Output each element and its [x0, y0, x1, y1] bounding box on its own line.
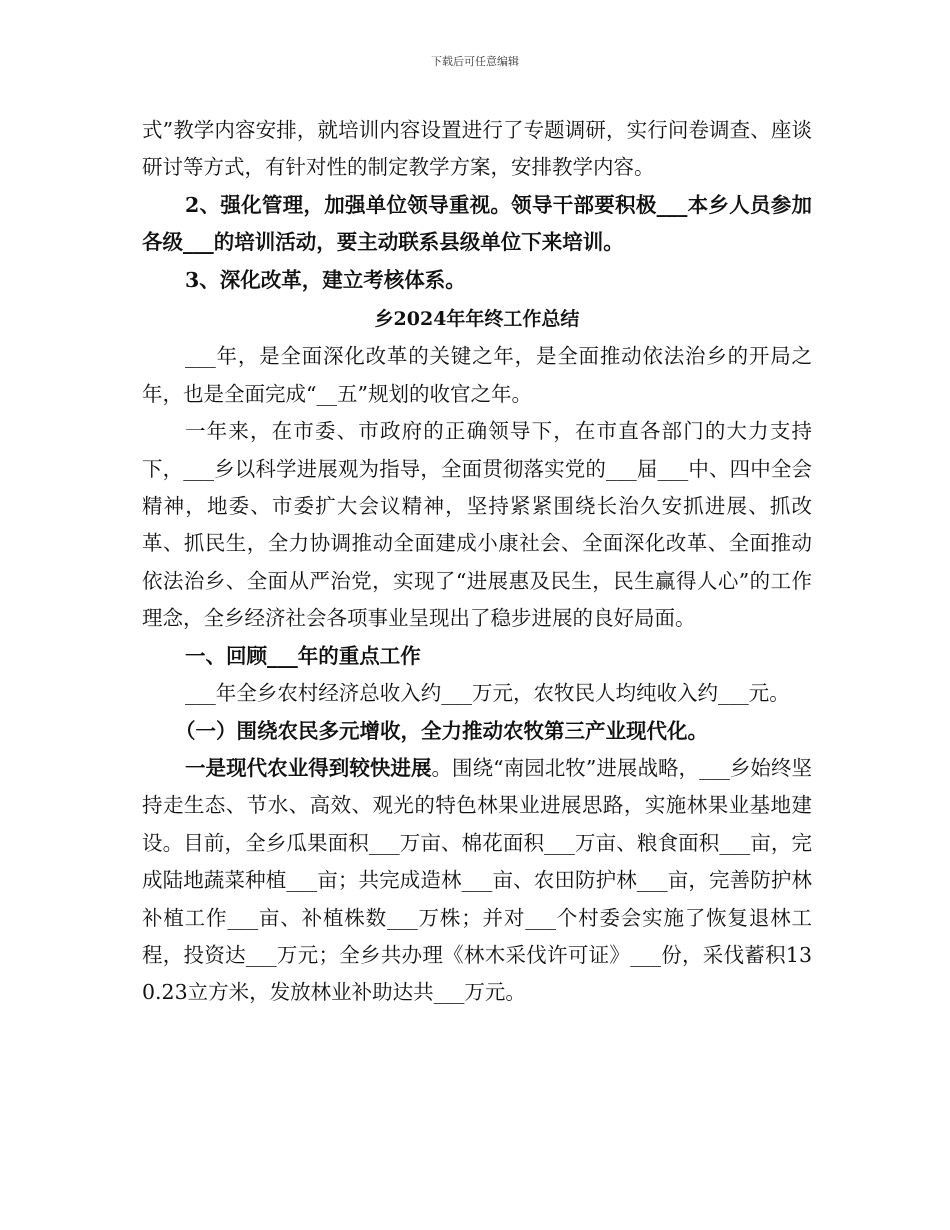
- paragraph-reform: 3、深化改革，建立考核体系。: [185, 267, 466, 292]
- subsection-heading-agriculture: （一）围绕农民多元增收，全力推动农牧第三产业现代化。: [175, 718, 708, 743]
- paragraph-teaching-content: 式”教学内容安排，就培训内容设置进行了专题调研，实行问卷调查、座谈研讨等方式，有针对性的制定教学方案，安排教学内容。: [142, 118, 812, 180]
- section-heading-review: 一、回顾___年的重点工作: [185, 643, 421, 668]
- paragraph-overview: 一年来，在市委、市政府的正确领导下，在市直各部门的大力支持下，___乡以科学进展观为指导，全面贯彻落实党的___届___中、四中全会精神，地委、市委扩大会议精神，坚持紧紧围绕长治久安抓进展、抓改革、抓民生，全力协调推动全面建成小康社会、全面深化改革、全面推动依法治乡、全面从严治党，实现了“进展惠及民生，民生赢得人心”的工作理念，全乡经济社会各项事业呈现出了稳步进展的良好局面。: [142, 419, 812, 631]
- document-body: [142, 112, 812, 1012]
- paragraph-income: ___年全乡农村经济总收入约___万元，农牧民人均纯收入约___元。: [185, 681, 790, 706]
- document-title: 乡2024年年终工作总结: [374, 308, 580, 331]
- paragraph-intro: ___年，是全面深化改革的关键之年，是全面推动依法治乡的开局之年，也是全面完成“__五”规划的收官之年。: [142, 344, 812, 406]
- paragraph-modern-agriculture: [142, 750, 812, 1012]
- page-header: 下载后可任意编辑: [431, 55, 519, 68]
- paragraph-lead-rest: 。围绕“南园北牧”进展战略，___乡始终坚持走生态、节水、高效、观光的特色林果业进展思路，实施林果业基地建设。目前，全乡瓜果面积___万亩、棉花面积___万亩、粮食面积___亩，完成陆地蔬菜种植___亩；共完成造林___亩、农田防护林___亩，完善防护林补植工作___亩、补植株数___万株；并对___个村委会实施了恢复退林工程，投资达___万元；全乡共办理《林木采伐许可证》___份，采伐蓄积130.23立方米，发放林业补助达共___万元。: [142, 755, 812, 1005]
- paragraph-management: 2、强化管理，加强单位领导重视。领导干部要积极___本乡人员参加各级___的培训活动，要主动联系县级单位下来培训。: [142, 192, 812, 255]
- paragraph-lead-bold: 一是现代农业得到较快进展: [185, 755, 432, 780]
